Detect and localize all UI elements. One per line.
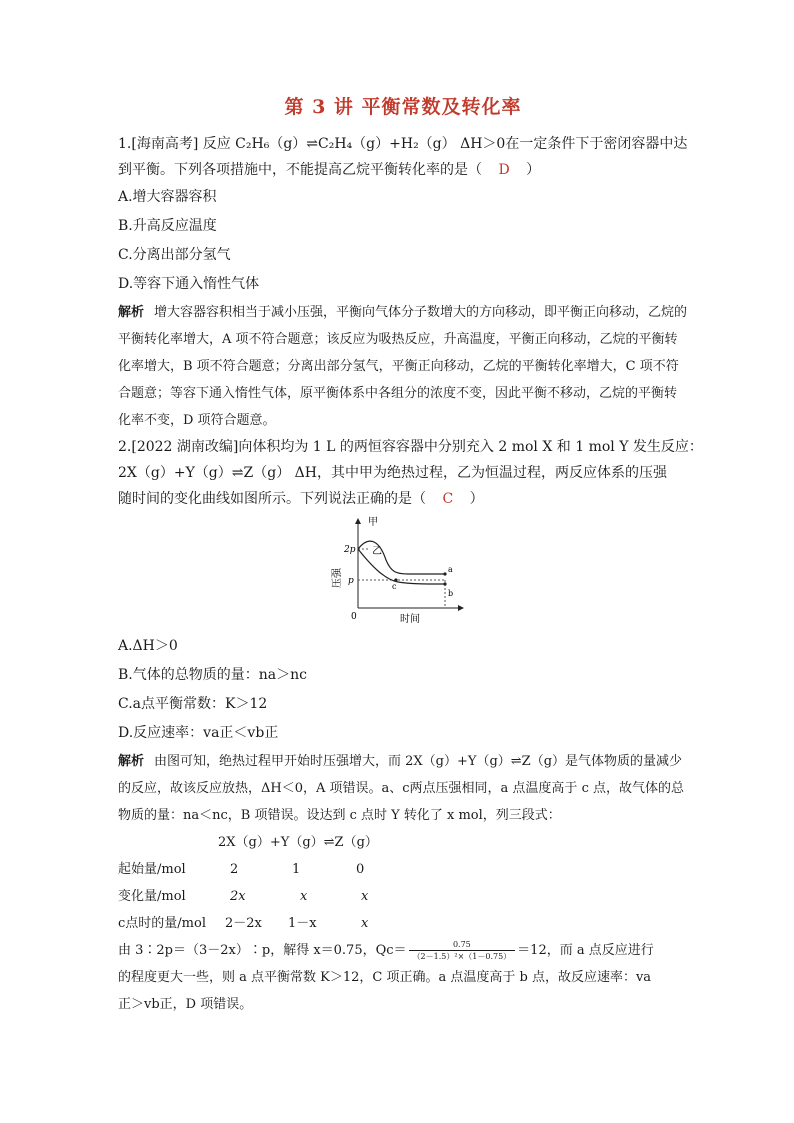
pressure-time-chart	[328, 516, 468, 626]
q1-stem-text: 到平衡。下列各项措施中，不能提高乙烷平衡转化率的是（	[118, 162, 482, 178]
y-axis-label: 压强	[332, 568, 343, 588]
q1-option-a: A.增大容器容积	[118, 189, 217, 205]
document-page	[118, 92, 703, 1018]
cell-y: 1	[292, 862, 301, 877]
label-b: b	[448, 589, 454, 598]
origin-label: 0	[351, 612, 357, 622]
q2-analysis-text: 由图可知，绝热过程甲开始时压强增大，而 2X（g）+Y（g）⇌Z（g）是气体物质的量减少的反应，故该反应放热，ΔH＜0，A 项错误。a、c两点压强相同，a 点温度高于 c 点，故气体的总物质的量：na＜nc，B 项错误。设达到 c 点时 Y 转化了 x mol，列三段式：	[118, 754, 684, 823]
point-a	[443, 572, 446, 575]
qc-fraction	[409, 939, 516, 962]
label-jia: 甲	[368, 517, 378, 528]
q1-answer: D	[498, 162, 510, 178]
q2-analysis-label: 解析	[118, 754, 145, 769]
y-axis-arrow	[355, 518, 361, 524]
q2-option-d: D.反应速率：va正＜vb正	[118, 725, 279, 741]
label-yi: 乙	[372, 546, 382, 557]
calc-text-b: ＝12，而 a 点反应进行	[517, 943, 654, 958]
question-1	[118, 131, 688, 434]
q2-option-a: A.ΔH＞0	[118, 638, 178, 654]
point-b	[443, 582, 446, 585]
q1-analysis-text: 增大容器容积相当于减小压强，平衡向气体分子数增大的方向移动，即平衡正向移动，乙烷的平衡转化率增大，A 项不符合题意；该反应为吸热反应，升高温度，平衡正向移动，乙烷的平衡转化率增大，B 项不符合题意；分离出部分氢气，平衡正向移动，乙烷的平衡转化率增大，C 项不符合题意；等容下通入惰性气体，原平衡体系中各组分的浓度不变，因此平衡不移动，乙烷的平衡转化率不变，D 项符合题意。	[118, 305, 688, 428]
q1-option-c: C.分离出部分氢气	[118, 247, 231, 263]
pressure-time-figure	[118, 516, 688, 626]
q2-stem-close: ）	[469, 491, 484, 507]
fraction-numerator: 0.75	[409, 939, 516, 951]
three-stage-table	[118, 829, 688, 937]
table-equation: 2X（g）+Y（g）⇌Z（g）	[218, 835, 378, 850]
q1-stem-line1: 1.[海南高考] 反应 C₂H₆（g）⇌C₂H₄（g）+H₂（g） ΔH＞0在一定条件下于密闭容器中达	[118, 136, 688, 152]
table-row	[118, 910, 688, 937]
q2-calc	[118, 937, 688, 1018]
calc-text-a: 由 3∶2p＝（3－2x）∶p，解得 x＝0.75，Qc＝	[118, 943, 407, 958]
table-equation-row	[118, 829, 688, 856]
q2-stem-line2: 2X（g）+Y（g）⇌Z（g） ΔH，其中甲为绝热过程，乙为恒温过程，两反应体系的压强	[118, 465, 667, 481]
q1-analysis	[118, 299, 688, 434]
q1-analysis-label: 解析	[118, 305, 145, 320]
tick-p: p	[348, 576, 354, 586]
cell-y: x	[300, 889, 308, 904]
q2-answer: C	[442, 491, 454, 507]
label-c: c	[392, 582, 397, 591]
cell-y: 1－x	[288, 916, 317, 931]
row-label: c点时的量/mol	[118, 916, 206, 931]
q2-option-c: C.a点平衡常数：K＞12	[118, 696, 268, 712]
question-2	[118, 434, 703, 1018]
q2-option-b: B.气体的总物质的量：na＞nc	[118, 667, 307, 683]
fraction-denominator: （2－1.5）²×（1－0.75）	[412, 952, 512, 961]
label-a: a	[448, 565, 453, 574]
cell-z: x	[361, 889, 369, 904]
table-row	[118, 856, 688, 883]
q1-option-d: D.等容下通入惰性气体	[118, 276, 260, 292]
table-row	[118, 883, 688, 910]
q2-stem-text: 随时间的变化曲线如图所示。下列说法正确的是（	[118, 491, 426, 507]
cell-x: 2－2x	[225, 916, 262, 931]
page-title: 第 3 讲 平衡常数及转化率	[284, 96, 522, 118]
calc-line2: 的程度更大一些，则 a 点平衡常数 K＞12，C 项正确。a 点温度高于 b 点，故反应速率：va	[118, 970, 652, 985]
cell-x: 2x	[230, 889, 246, 904]
q1-stem-line2	[118, 157, 688, 183]
row-label: 起始量/mol	[118, 862, 186, 877]
cell-x: 2	[230, 862, 239, 877]
tick-2p: 2p	[344, 545, 356, 555]
q2-stem-line3	[118, 486, 688, 512]
q2-stem-line1: 2.[2022 湖南改编]向体积均为 1 L 的两恒容容器中分别充入 2 mol X 和 1 mol Y 发生反应：	[118, 439, 703, 455]
x-axis-label: 时间	[400, 614, 420, 625]
q1-option-b: B.升高反应温度	[118, 218, 217, 234]
row-label: 变化量/mol	[118, 889, 186, 904]
cell-z: x	[361, 916, 369, 931]
calc-line3: 正＞vb正，D 项错误。	[118, 997, 253, 1012]
q1-stem-close: ）	[526, 162, 541, 178]
cell-z: 0	[356, 862, 365, 877]
q2-analysis	[118, 748, 688, 829]
x-axis-arrow	[458, 605, 464, 611]
